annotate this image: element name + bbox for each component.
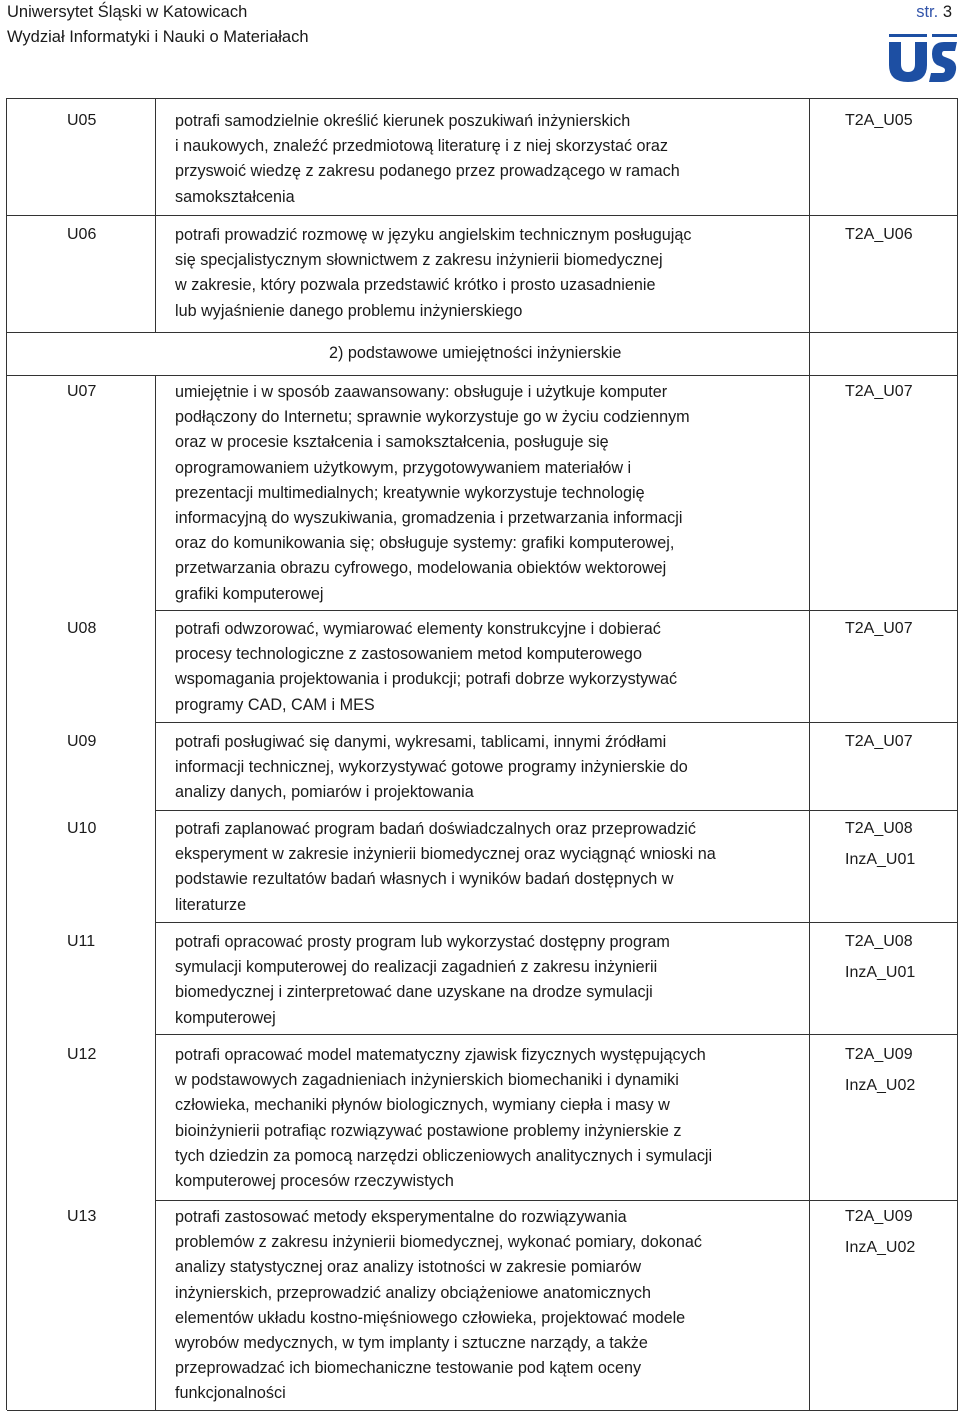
row-separator	[155, 1200, 957, 1201]
description-line: procesy technologiczne z zastosowaniem metod komputerowego	[175, 645, 642, 664]
reference-code: T2A_U07	[845, 620, 913, 637]
description-line: komputerowej procesów rzeczywistych	[175, 1172, 454, 1191]
description-line: w podstawowych zagadnieniach inżynierskich biomechaniki i dynamiki	[175, 1071, 679, 1090]
row-separator	[155, 215, 957, 216]
outcome-description	[175, 1205, 795, 1407]
outcome-code: U07	[67, 383, 97, 400]
outcome-description	[175, 730, 795, 806]
reference-code: T2A_U08	[845, 933, 913, 950]
outcome-description	[175, 930, 795, 1031]
outcome-reference	[845, 1201, 915, 1263]
description-line: analizy danych, pomiarów i projektowania	[175, 783, 474, 802]
row-separator	[155, 332, 957, 333]
description-line: potrafi posługiwać się danymi, wykresami, tablicami, innymi źródłami	[175, 733, 667, 751]
page-header	[0, 0, 960, 98]
row-separator	[155, 375, 957, 376]
description-line: elementów układu kostno-mięśniowego człowieka, projektować modele	[175, 1308, 686, 1327]
reference-code: T2A_U08	[845, 820, 913, 837]
learning-outcomes-table	[6, 98, 958, 1410]
reference-code: T2A_U06	[845, 226, 913, 243]
description-line: przetwarzania obrazu cyfrowego, modelowania obiektów wektorowej	[175, 559, 667, 578]
outcome-description	[175, 223, 795, 324]
description-line: oraz w procesie kształcenia i samokształcenia, posługuje się	[175, 433, 609, 452]
outcome-code: U12	[67, 1046, 97, 1063]
description-line: grafiki komputerowej	[175, 584, 324, 603]
reference-code: InzA_U01	[845, 851, 916, 868]
description-line: prezentacji multimedialnych; kreatywnie wykorzystuje technologię	[175, 483, 645, 502]
faculty-name: Wydział Informatyki i Nauki o Materiałach	[7, 28, 309, 46]
row-separator	[155, 722, 957, 723]
reference-code: T2A_U07	[845, 733, 913, 750]
reference-code: InzA_U02	[845, 1239, 916, 1256]
description-line: człowieka, mechaniki płynów biologicznych, wymiany ciepła i masy w	[175, 1096, 670, 1115]
description-line: problemów z zakresu inżynierii biomedycznej, wykonać pomiary, dokonać	[175, 1233, 702, 1252]
outcome-reference	[845, 376, 913, 407]
outcome-code: U09	[67, 733, 97, 750]
page-prefix: str.	[916, 3, 939, 21]
description-line: potrafi zastosować metody eksperymentalne do rozwiązywania	[175, 1208, 627, 1226]
outcome-reference	[845, 105, 913, 136]
description-line: inżynierskich, przeprowadzić analizy obciążeniowe anatomicznych	[175, 1283, 651, 1302]
description-line: się specjalistycznym słownictwem z zakresu inżynierii biomedycznej	[175, 251, 663, 270]
row-separator	[155, 810, 957, 811]
outcome-reference	[845, 613, 913, 644]
description-line: informacyjną do wyszukiwania, gromadzenia i przetwarzania informacji	[175, 509, 683, 528]
description-line: funkcjonalności	[175, 1384, 286, 1403]
description-line: wyrobów medycznych, w tym implanty i sztuczne narządy, a także	[175, 1334, 648, 1353]
description-line: komputerowej	[175, 1008, 276, 1027]
description-line: przyswoić wiedzę z zakresu podanego przez prowadzącego w ramach	[175, 162, 680, 181]
description-line: biomedycznej i zinterpretować dane uzyskane na drodze symulacji	[175, 983, 653, 1002]
description-line: tych dziedzin za pomocą narzędzi obliczeniowych analitycznych i symulacji	[175, 1146, 713, 1165]
outcome-code: U05	[67, 112, 97, 129]
row-separator	[155, 610, 957, 611]
row-separator	[155, 1034, 957, 1035]
outcome-code: U08	[67, 620, 97, 637]
description-line: symulacji komputerowej do realizacji zagadnień z zakresu inżynierii	[175, 958, 658, 977]
description-line: podstawie rezultatów badań własnych i wyników badań dostępnych w	[175, 870, 674, 889]
description-line: potrafi samodzielnie określić kierunek poszukiwań inżynierskich	[175, 112, 631, 130]
outcome-code: U11	[67, 933, 96, 950]
reference-code: T2A_U09	[845, 1208, 913, 1225]
row-separator	[7, 375, 155, 376]
outcome-reference	[845, 726, 913, 757]
outcome-description	[175, 817, 795, 918]
table-border-right	[957, 99, 958, 1411]
outcome-code: U06	[67, 226, 97, 243]
outcome-description	[175, 1043, 795, 1194]
outcome-description	[175, 380, 795, 607]
reference-code: T2A_U05	[845, 112, 913, 129]
outcome-description	[175, 617, 795, 718]
outcome-description	[175, 109, 795, 210]
outcome-code: U13	[67, 1208, 97, 1225]
row-separator	[7, 332, 155, 333]
description-line: podłączony do Internetu; sprawnie wykorzystuje go w życiu codziennym	[175, 408, 690, 427]
reference-code: InzA_U01	[845, 964, 916, 981]
university-name: Uniwersytet Śląski w Katowicach	[7, 3, 248, 21]
row-separator	[155, 922, 957, 923]
description-line: oraz do komunikowania się; obsługuje systemy: grafiki komputerowej,	[175, 534, 675, 553]
reference-code: T2A_U09	[845, 1046, 913, 1063]
description-line: przeprowadzać ich biomechaniczne testowanie pod kątem oceny	[175, 1359, 642, 1378]
description-line: potrafi opracować prosty program lub wykorzystać dostępny program	[175, 933, 670, 951]
description-line: lub wyjaśnienie danego problemu inżynierskiego	[175, 301, 523, 320]
description-line: potrafi prowadzić rozmowę w języku angielskim technicznym posługując	[175, 226, 692, 244]
description-line: bioinżynierii potrafiąc rozwiązywać postawione problemy inżynierskie z	[175, 1121, 682, 1140]
description-line: potrafi zaplanować program badań doświadczalnych oraz przeprowadzić	[175, 820, 696, 838]
outcome-reference	[845, 219, 913, 250]
description-line: oprogramowaniem użytkowym, przygotowywaniem materiałów i	[175, 458, 632, 477]
section-title: 2) podstawowe umiejętności inżynierskie	[329, 344, 622, 362]
page-number-value: 3	[942, 3, 952, 21]
row-separator	[7, 215, 155, 216]
outcome-reference	[845, 1039, 915, 1101]
description-line: analizy statystycznej oraz analizy istotności w zakresie pomiarów	[175, 1258, 642, 1277]
description-line: samokształcenia	[175, 187, 295, 206]
reference-code: InzA_U02	[845, 1077, 916, 1094]
reference-code: T2A_U07	[845, 383, 913, 400]
page-number	[916, 2, 952, 22]
col-sep-2	[809, 99, 810, 1411]
description-line: w zakresie, który pozwala przedstawić krótko i prosto uzasadnienie	[175, 276, 656, 295]
outcome-reference	[845, 813, 915, 875]
description-line: wspomagania projektowania i produkcji; potrafi dobrze wykorzystywać	[175, 670, 678, 689]
description-line: umiejętnie i w sposób zaawansowany: obsługuje i użytkuje komputer	[175, 383, 668, 401]
description-line: potrafi opracować model matematyczny zjawisk fizycznych występujących	[175, 1046, 706, 1064]
description-line: programy CAD, CAM i MES	[175, 695, 375, 714]
outcome-reference	[845, 926, 915, 988]
col-sep-1	[155, 375, 156, 1411]
description-line: i naukowych, znaleźć przedmiotową literaturę i z niej skorzystać oraz	[175, 137, 669, 156]
description-line: eksperyment w zakresie inżynierii biomedycznej oraz wyciągnąć wnioski na	[175, 845, 716, 864]
description-line: potrafi odwzorować, wymiarować elementy konstrukcyjne i dobierać	[175, 620, 661, 638]
description-line: literaturze	[175, 895, 247, 914]
description-line: informacji technicznej, wykorzystywać gotowe programy inżynierskie do	[175, 758, 688, 777]
university-logo-icon	[886, 34, 958, 84]
outcome-code: U10	[67, 820, 97, 837]
